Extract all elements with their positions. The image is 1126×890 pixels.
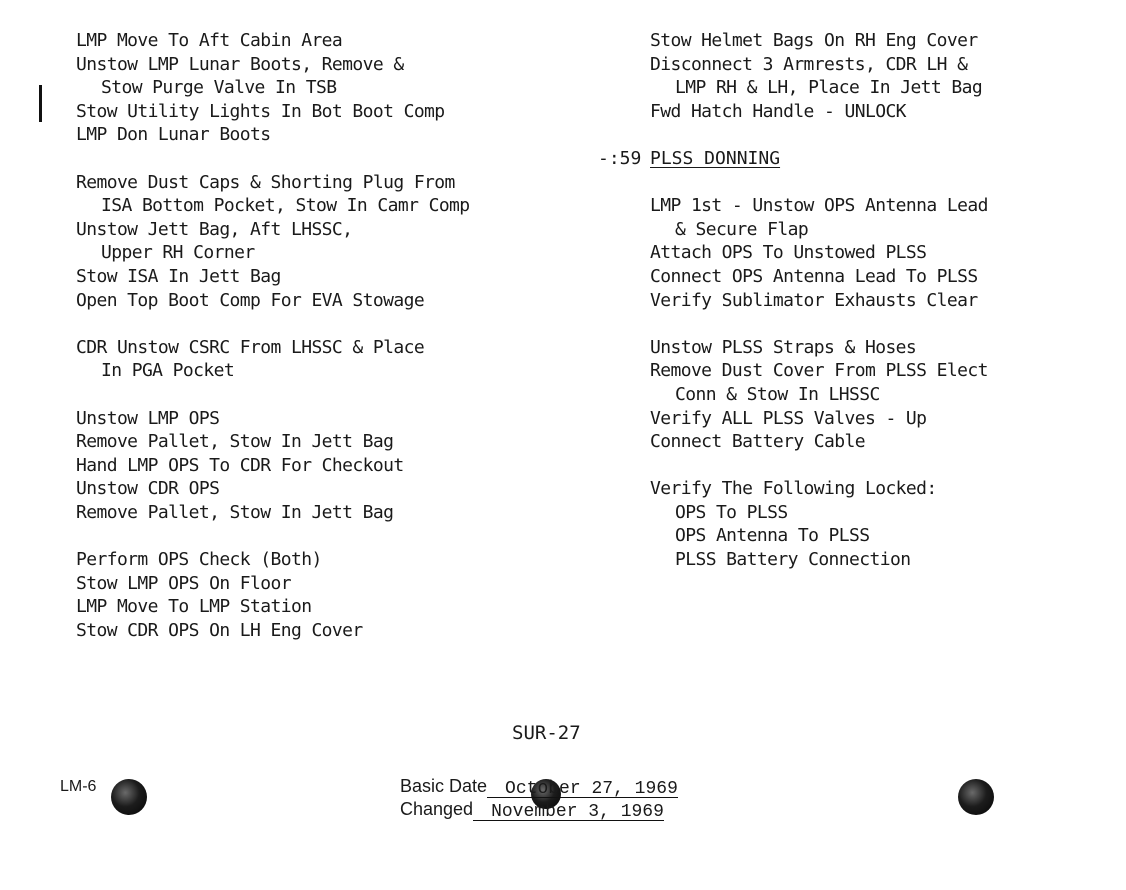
checklist-item: Hand LMP OPS To CDR For Checkout [76,454,404,476]
checklist-item: Disconnect 3 Armrests, CDR LH & [650,53,968,75]
binder-hole-icon [111,779,147,815]
spacer [76,312,596,336]
step-title: PLSS DONNING [650,147,781,169]
checklist-item: Open Top Boot Comp For EVA Stowage [76,289,425,311]
changed-date-value: November 3, 1969 [491,802,664,822]
checklist-item: CDR Unstow CSRC From LHSSC & Place [76,336,425,358]
changed-date-row [400,798,678,821]
checklist-item: ISA Bottom Pocket, Stow In Camr Comp [101,195,470,217]
step-time: -:59 [598,147,642,169]
checklist-item: Unstow PLSS Straps & Hoses [650,336,917,358]
spacer [76,524,596,548]
checklist-item: Stow CDR OPS On LH Eng Cover [76,619,363,641]
left-block-1 [76,29,596,147]
checklist-item: PLSS Battery Connection [675,549,911,571]
checklist-item: Stow Purge Valve In TSB [101,77,337,99]
checklist-item: Fwd Hatch Handle - UNLOCK [650,100,906,122]
checklist-item: Remove Pallet, Stow In Jett Bag [76,501,394,523]
left-block-3 [76,336,596,383]
checklist-item: LMP RH & LH, Place In Jett Bag [675,77,983,99]
page-number: SUR-27 [512,722,581,744]
step-heading [600,147,1100,171]
spacer [600,123,1100,147]
right-block-3 [600,336,1100,454]
checklist-item: Connect Battery Cable [650,431,865,453]
checklist-item: LMP Move To LMP Station [76,596,312,618]
checklist-item: Conn & Stow In LHSSC [675,383,880,405]
checklist-item: Attach OPS To Unstowed PLSS [650,242,927,264]
spacer [76,383,596,407]
spacer [600,312,1100,336]
right-block-1 [600,29,1100,123]
checklist-item: Unstow CDR OPS [76,478,220,500]
revision-dates [400,775,678,821]
checklist-item: Perform OPS Check (Both) [76,549,322,571]
basic-date-row [400,775,678,798]
spacer [600,171,1100,195]
checklist-item: Verify The Following Locked: [650,478,937,500]
spacer [600,454,1100,478]
checklist-item: Unstow Jett Bag, Aft LHSSC, [76,218,353,240]
change-bar [39,85,42,122]
checklist-item: LMP Don Lunar Boots [76,124,271,146]
left-column [76,29,596,642]
left-block-4 [76,407,596,525]
right-column [600,29,1100,572]
checklist-item: Upper RH Corner [101,242,255,264]
binder-hole-icon [958,779,994,815]
checklist-item: Stow LMP OPS On Floor [76,572,291,594]
checklist-item: OPS To PLSS [675,501,788,523]
checklist-item: Stow Utility Lights In Bot Boot Comp [76,100,445,122]
checklist-item: Connect OPS Antenna Lead To PLSS [650,265,978,287]
checklist-item: Unstow LMP Lunar Boots, Remove & [76,53,404,75]
checklist-item: Remove Pallet, Stow In Jett Bag [76,431,394,453]
right-block-2 [600,194,1100,312]
checklist-item: LMP 1st - Unstow OPS Antenna Lead [650,195,988,217]
changed-date-line [473,799,664,821]
document-id: LM-6 [60,778,97,795]
checklist-item: Stow Helmet Bags On RH Eng Cover [650,30,978,51]
checklist-item: In PGA Pocket [101,360,235,382]
checklist-item: OPS Antenna To PLSS [675,525,870,547]
basic-date-line [487,776,678,798]
spacer [76,147,596,171]
checklist-item: Verify ALL PLSS Valves - Up [650,407,927,429]
checklist-item: Remove Dust Caps & Shorting Plug From [76,171,455,193]
left-block-2 [76,171,596,313]
left-block-5 [76,548,596,642]
checklist-item: Verify Sublimator Exhausts Clear [650,289,978,311]
checklist-item: Stow ISA In Jett Bag [76,265,281,287]
checklist-item: Remove Dust Cover From PLSS Elect [650,360,988,382]
checklist-item: & Secure Flap [675,218,809,240]
basic-date-value: October 27, 1969 [505,779,678,799]
changed-label: Changed [400,799,474,819]
checklist-item: LMP Move To Aft Cabin Area [76,30,343,51]
right-block-4 [600,477,1100,571]
checklist-item: Unstow LMP OPS [76,407,220,429]
basic-date-label: Basic Date [400,776,488,796]
